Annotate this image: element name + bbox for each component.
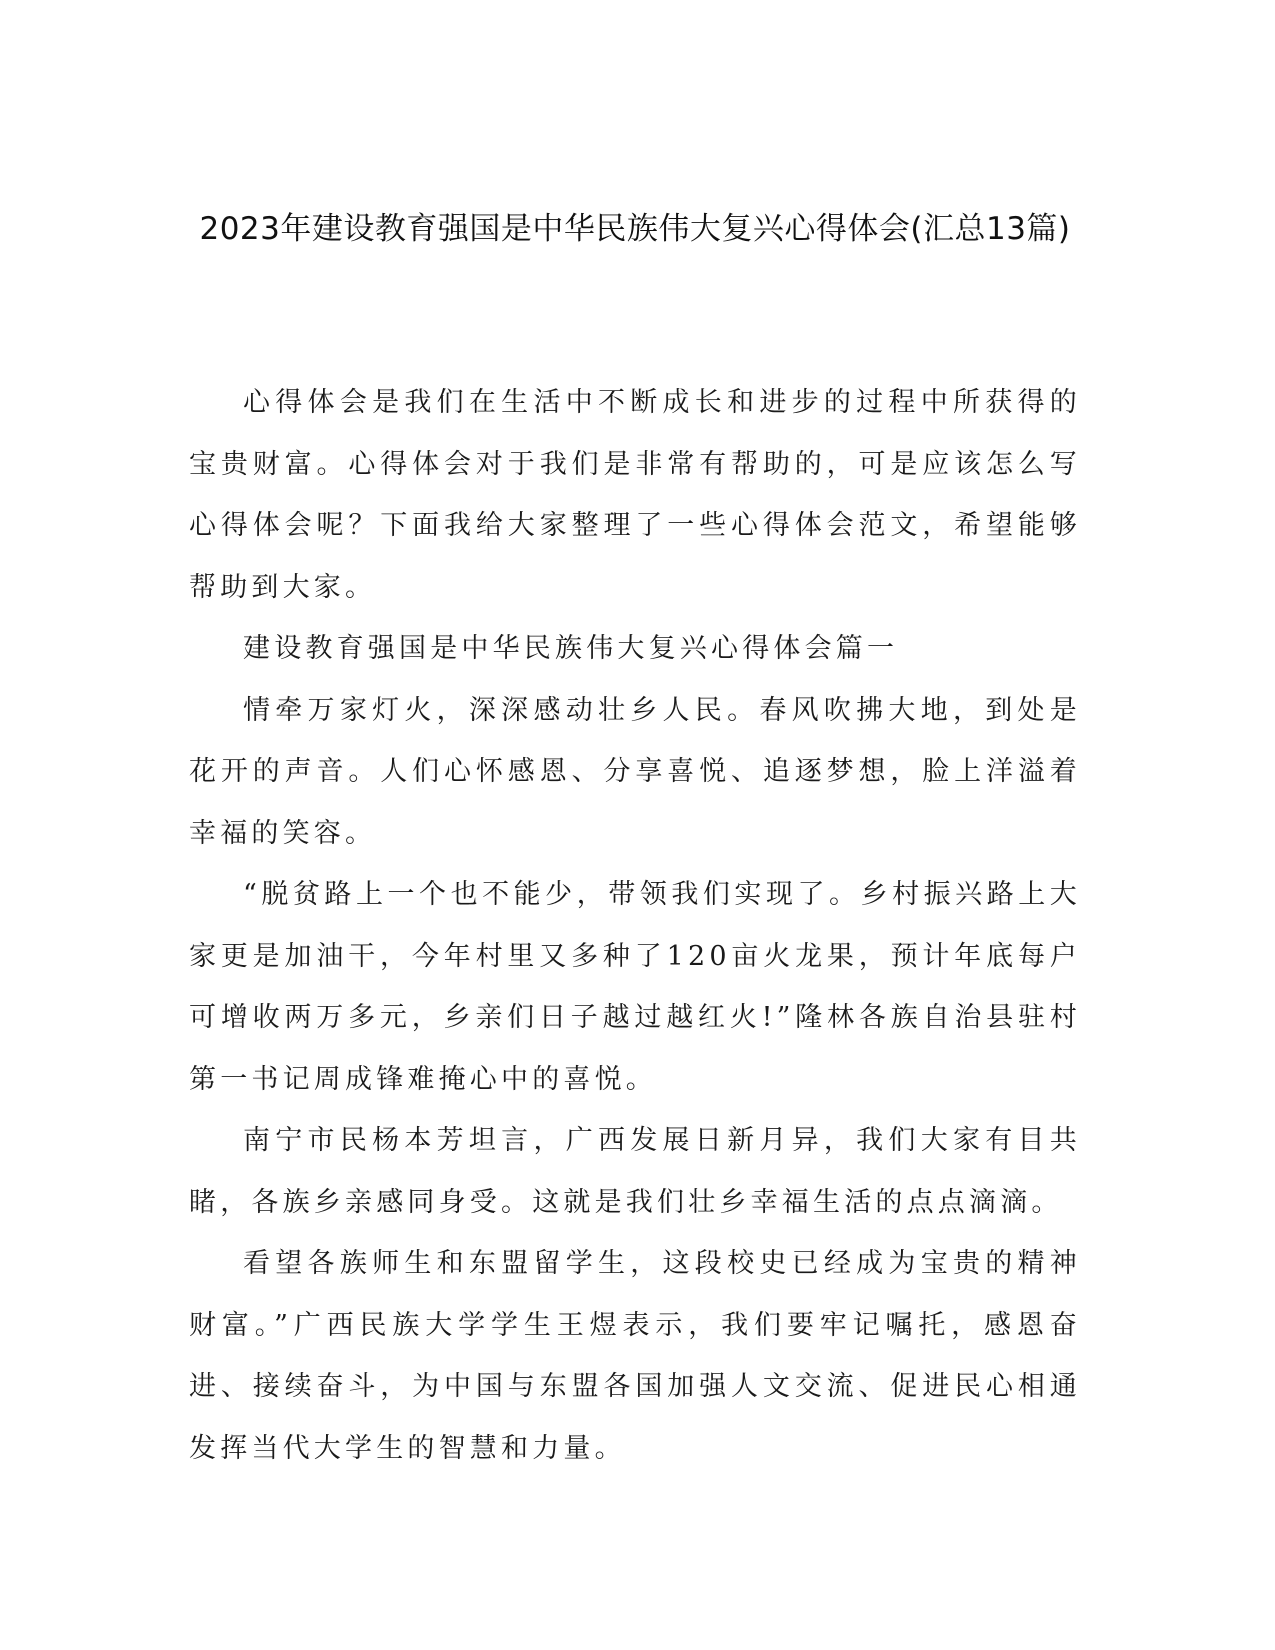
document-body: [189, 372, 1081, 1479]
document-title: 2023年建设教育强国是中华民族伟大复兴心得体会(汇总13篇): [199, 211, 1071, 247]
paragraph: 情牵万家灯火，深深感动壮乡人民。春风吹拂大地，到处是花开的声音。人们心怀感恩、分享喜悦、追逐梦想，脸上洋溢着幸福的笑容。: [189, 694, 1081, 849]
paragraph: “脱贫路上一个也不能少，带领我们实现了。乡村振兴路上大家更是加油干，今年村里又多种了120亩火龙果，预计年底每户可增收两万多元，乡亲们日子越过越红火!”隆林各族自治县驻村第一书记周成锋难掩心中的喜悦。: [189, 879, 1081, 1095]
section-heading: 建设教育强国是中华民族伟大复兴心得体会篇一: [243, 633, 899, 664]
paragraph-intro: 心得体会是我们在生活中不断成长和进步的过程中所获得的宝贵财富。心得体会对于我们是非常有帮助的，可是应该怎么写心得体会呢？下面我给大家整理了一些心得体会范文，希望能够帮助到大家。: [189, 387, 1081, 603]
paragraph: 南宁市民杨本芳坦言，广西发展日新月异，我们大家有目共睹，各族乡亲感同身受。这就是我们壮乡幸福生活的点点滴滴。: [189, 1125, 1081, 1218]
paragraph: 看望各族师生和东盟留学生，这段校史已经成为宝贵的精神财富。”广西民族大学学生王煜表示，我们要牢记嘱托，感恩奋进、接续奋斗，为中国与东盟各国加强人文交流、促进民心相通发挥当代大学生的智慧和力量。: [189, 1248, 1081, 1464]
